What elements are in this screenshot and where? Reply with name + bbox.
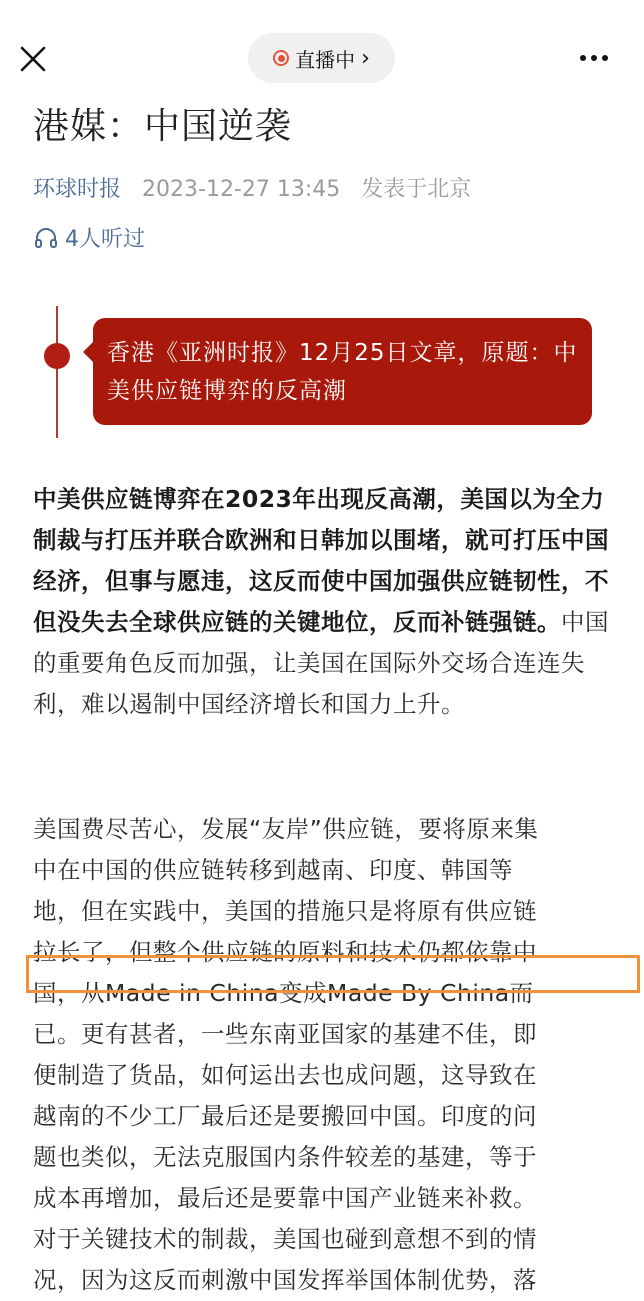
listen-count: 4人听过 (65, 227, 145, 252)
quote-text: 香港《亚洲时报》12月25日文章，原题：中美供应链博弈的反高潮 (107, 340, 578, 404)
quote-divider (56, 306, 58, 438)
listen-button[interactable] (33, 222, 145, 253)
chevron-right-icon: › (361, 45, 370, 71)
paragraph-line: 题也类似，无法克服国内条件较差的基建，等于 (33, 1143, 537, 1171)
quote-box (93, 318, 592, 425)
paragraph-line: 中在中国的供应链转移到越南、印度、韩国等 (33, 856, 513, 884)
paragraph-1-bold: 中美供应链博弈在2023年出现反高潮，美国以为全力制裁与打压并联合欧洲和日韩加以围堵，就可打压中国经济，但事与愿违，这反而使中国加强供应链韧性，不但没失去全球供应链的关键地位，反而补链强链。 (33, 485, 609, 636)
paragraph-line: 国，从Made in China变成Made By China而 (33, 979, 534, 1007)
paragraph-2 (33, 809, 613, 1301)
paragraph-line: 拉长了，但整个供应链的原料和技术仍都依靠中 (33, 938, 537, 966)
paragraph-line: 况，因为这反而刺激中国发挥举国体制优势，落 (33, 1266, 537, 1294)
paragraph-1-text: 中国的重要角色反而加强，让美国在国际外交场合连连失利，难以遏制中国经济增长和国力上升。 (33, 608, 609, 718)
close-icon[interactable] (14, 40, 52, 78)
headphones-icon (33, 225, 59, 251)
publish-date: 2023-12-27 13:45 (142, 177, 341, 202)
paragraph-line: 地，但在实践中，美国的措施只是将原有供应链 (33, 897, 537, 925)
publish-location: 发表于北京 (361, 177, 472, 202)
live-button[interactable] (248, 33, 395, 83)
more-icon[interactable] (580, 48, 620, 68)
paragraph-line: 便制造了货品，如何运出去也成问题，这导致在 (33, 1061, 537, 1089)
live-label: 直播中 (295, 47, 356, 72)
paragraph-line: 成本再增加，最后还是要靠中国产业链来补救。 (33, 1184, 537, 1212)
paragraph-line: 已。更有甚者，一些东南亚国家的基建不佳，即 (33, 1020, 537, 1048)
paragraph-line: 美国费尽苦心，发展“友岸”供应链，要将原来集 (33, 815, 539, 843)
quote-dot-icon (44, 343, 70, 369)
source-link[interactable]: 环球时报 (33, 177, 122, 202)
article-title: 港媒：中国逆袭 (33, 106, 293, 147)
paragraph-1 (33, 479, 613, 725)
live-dot-icon (273, 50, 289, 66)
paragraph-line: 越南的不少工厂最后还是要搬回中国。印度的问 (33, 1102, 537, 1130)
top-bar (0, 0, 644, 100)
paragraph-line: 对于关键技术的制裁，美国也碰到意想不到的情 (33, 1225, 537, 1253)
article-meta (33, 172, 471, 203)
